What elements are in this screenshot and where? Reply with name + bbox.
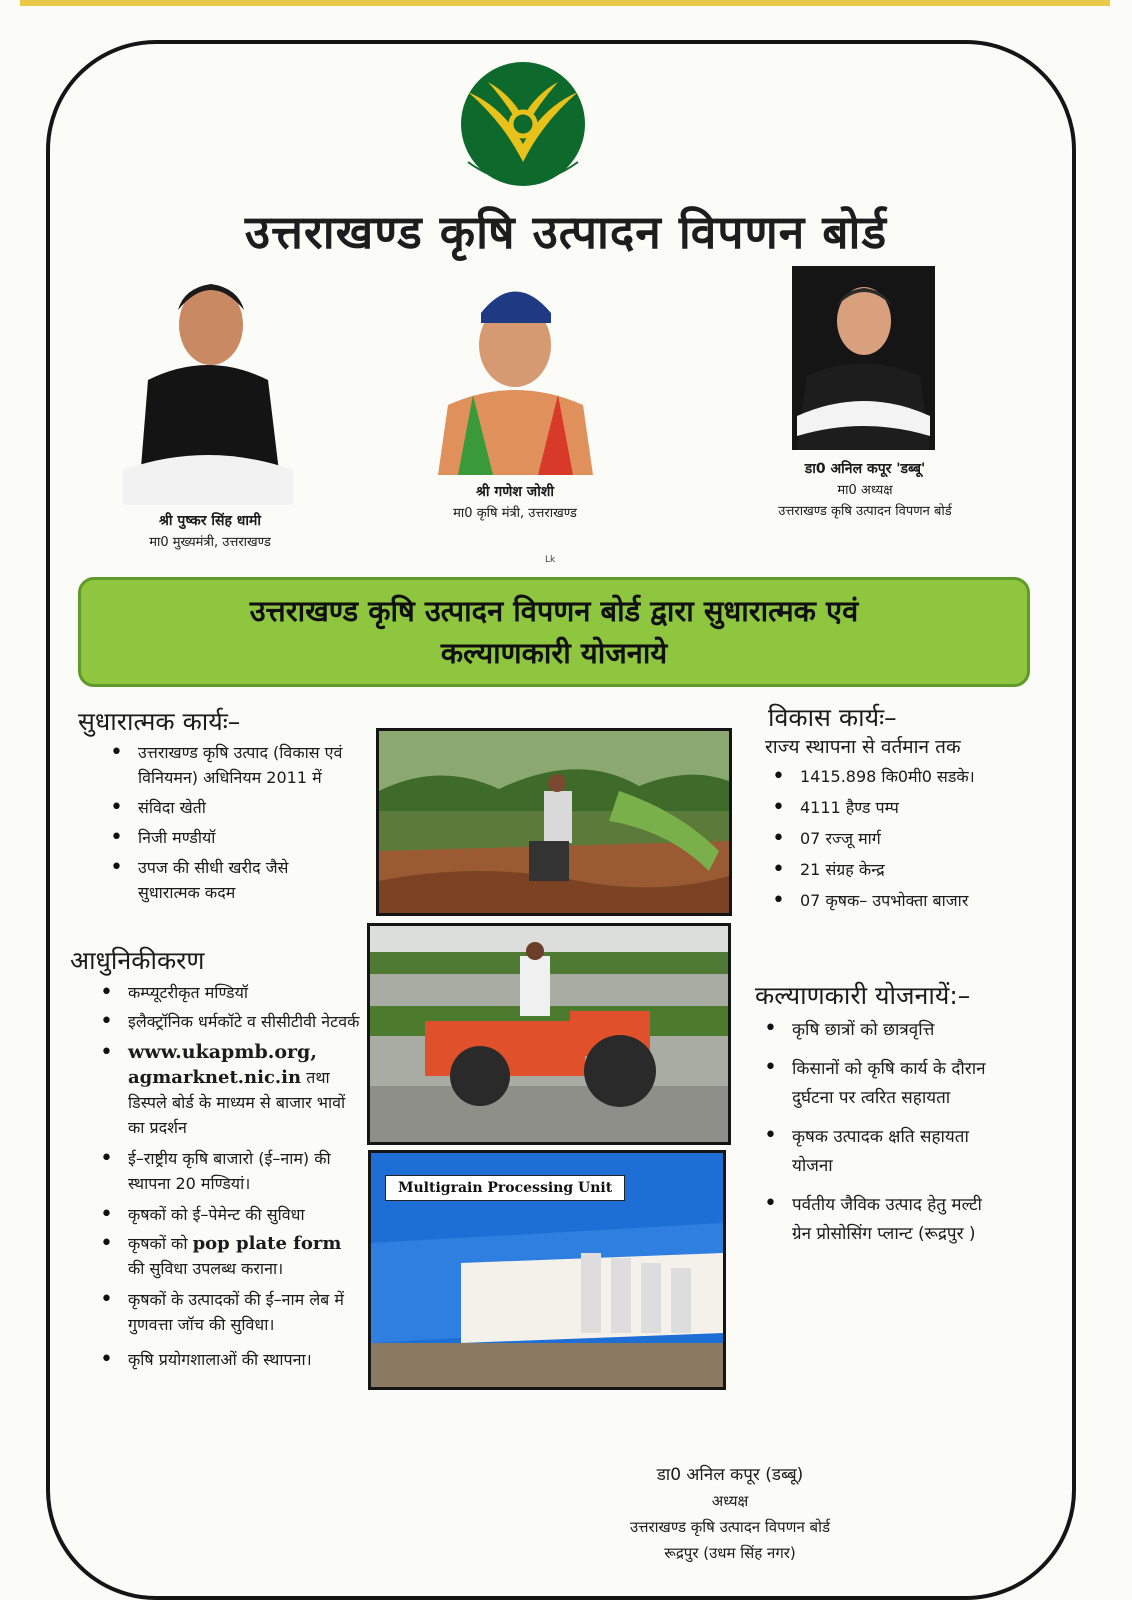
list-item: • किसानों को कृषि कार्य के दौरान दुर्घटना पर त्वरित सहायता — [758, 1055, 994, 1113]
person-title: मा0 कृषि मंत्री, उत्तराखण्ड — [453, 506, 577, 521]
list-item: • 21 संग्रह केन्द्र — [766, 857, 1026, 882]
caption-agriculture-minister — [415, 482, 615, 524]
welfare-list — [758, 1016, 994, 1249]
list-item: • निजी मण्डीयॉ — [104, 825, 354, 850]
modernisation-list — [94, 980, 362, 1372]
signature-name: डा0 अनिल कपूर (डब्बू) — [656, 1465, 804, 1485]
web-item-tail-2: डिस्पले बोर्ड के माध्यम से बाजार भावों का प्रदर्शन — [128, 1093, 346, 1137]
list-item: • उपज की सीधी खरीद जैसे सुधारात्मक कदम — [104, 855, 354, 905]
list-item: • पर्वतीय जैविक उत्पाद हेतु मल्टी ग्रेन प्रोसोसिंग प्लान्ट (रूद्रपुर ) — [758, 1191, 994, 1249]
portrait-chief-minister — [118, 270, 298, 505]
signature-org: उत्तराखण्ड कृषि उत्पादन विपणन बोर्ड — [629, 1518, 831, 1536]
reforms-heading: सुधारात्मक कार्यः– — [78, 707, 241, 736]
photo-multigrain-unit — [368, 1150, 726, 1390]
person-name: डा0 अनिल कपूर 'डब्बू' — [804, 461, 926, 477]
signature-place: रूद्रपुर (उधम सिंह नगर) — [664, 1544, 796, 1562]
pop-item-pre: कृषकों को — [128, 1234, 188, 1253]
list-item: • संविदा खेती — [104, 795, 354, 820]
portrait-chairman — [792, 266, 935, 450]
caption-chairman — [745, 459, 985, 522]
signature-block — [560, 1462, 900, 1566]
stray-mark: Lk — [545, 555, 556, 565]
list-item: • कृषकों के उत्पादकों की ई–नाम लेब में गुणवत्ता जॉच की सुविधा। — [94, 1287, 362, 1337]
person-org: उत्तराखण्ड कृषि उत्पादन विपणन बोर्ड — [778, 504, 952, 519]
list-item: • कम्प्यूटरीकृत मण्डियॉ — [94, 980, 362, 1005]
development-subheading: राज्य स्थापना से वर्तमान तक — [765, 736, 961, 758]
pop-item-bold: pop plate form — [192, 1233, 342, 1254]
top-edge-strip — [20, 0, 1110, 6]
list-item: • इलैक्ट्रॉनिक धर्मकॉटे व सीसीटीवी नेटवर्क — [94, 1009, 362, 1034]
website-link-ukapmb[interactable]: www.ukapmb.org, — [128, 1041, 317, 1063]
board-title: उत्तराखण्ड कृषि उत्पादन विपणन बोर्ड — [244, 205, 888, 259]
list-item: • 07 रज्जू मार्ग — [766, 826, 1026, 851]
banner-line-2: कल्याणकारी योजनाये — [440, 636, 668, 670]
list-item: • 1415.898 कि0मी0 सडके। — [766, 764, 1026, 789]
list-item-web — [94, 1040, 362, 1140]
pop-item-tail: की सुविधा उपलब्ध कराना। — [128, 1259, 284, 1278]
photo-field-tilling — [376, 728, 732, 916]
list-item: • कृषकों को ई–पेमेन्ट की सुविधा — [94, 1202, 362, 1227]
list-item-pop — [94, 1231, 362, 1281]
list-item: • 07 कृषक– उपभोक्ता बाजार — [766, 888, 1026, 913]
reforms-list — [104, 740, 354, 905]
board-logo — [448, 52, 598, 202]
list-item: • 4111 हैण्ड पम्प — [766, 795, 1026, 820]
development-heading: विकास कार्यः– — [768, 703, 897, 732]
portrait-agriculture-minister — [433, 275, 598, 475]
web-item-tail-1: तथा — [306, 1068, 330, 1087]
website-link-agmarknet[interactable]: agmarknet.nic.in — [128, 1067, 302, 1088]
list-item: • उत्तराखण्ड कृषि उत्पाद (विकास एवं विनियमन) अधिनियम 2011 में — [104, 740, 354, 790]
development-list — [766, 764, 1026, 913]
list-item: • कृषि प्रयोगशालाओं की स्थापना। — [94, 1347, 362, 1372]
person-title: मा0 अध्यक्ष — [837, 483, 893, 498]
person-title: मा0 मुख्यमंत्री, उत्तराखण्ड — [149, 535, 271, 550]
person-name: श्री गणेश जोशी — [476, 484, 554, 500]
caption-chief-minister — [110, 511, 310, 553]
list-item: • कृषक उत्पादक क्षति सहायता योजना — [758, 1123, 994, 1181]
list-item: • कृषि छात्रों को छात्रवृत्ति — [758, 1016, 994, 1045]
multigrain-label: Multigrain Processing Unit — [385, 1175, 625, 1201]
photo-tractor-paddy — [367, 923, 731, 1145]
modernisation-heading: आधुनिकीकरण — [70, 946, 205, 975]
person-name: श्री पुष्कर सिंह धामी — [158, 513, 261, 529]
list-item: • ई–राष्ट्रीय कृषि बाजारो (ई–नाम) की स्थापना 20 मण्डियां। — [94, 1146, 362, 1196]
schemes-banner — [78, 577, 1030, 687]
signature-designation: अध्यक्ष — [711, 1492, 749, 1510]
banner-line-1: उत्तराखण्ड कृषि उत्पादन विपणन बोर्ड द्वारा सुधारात्मक एवं — [249, 594, 859, 628]
welfare-heading: कल्याणकारी योजनायें:– — [755, 981, 971, 1010]
